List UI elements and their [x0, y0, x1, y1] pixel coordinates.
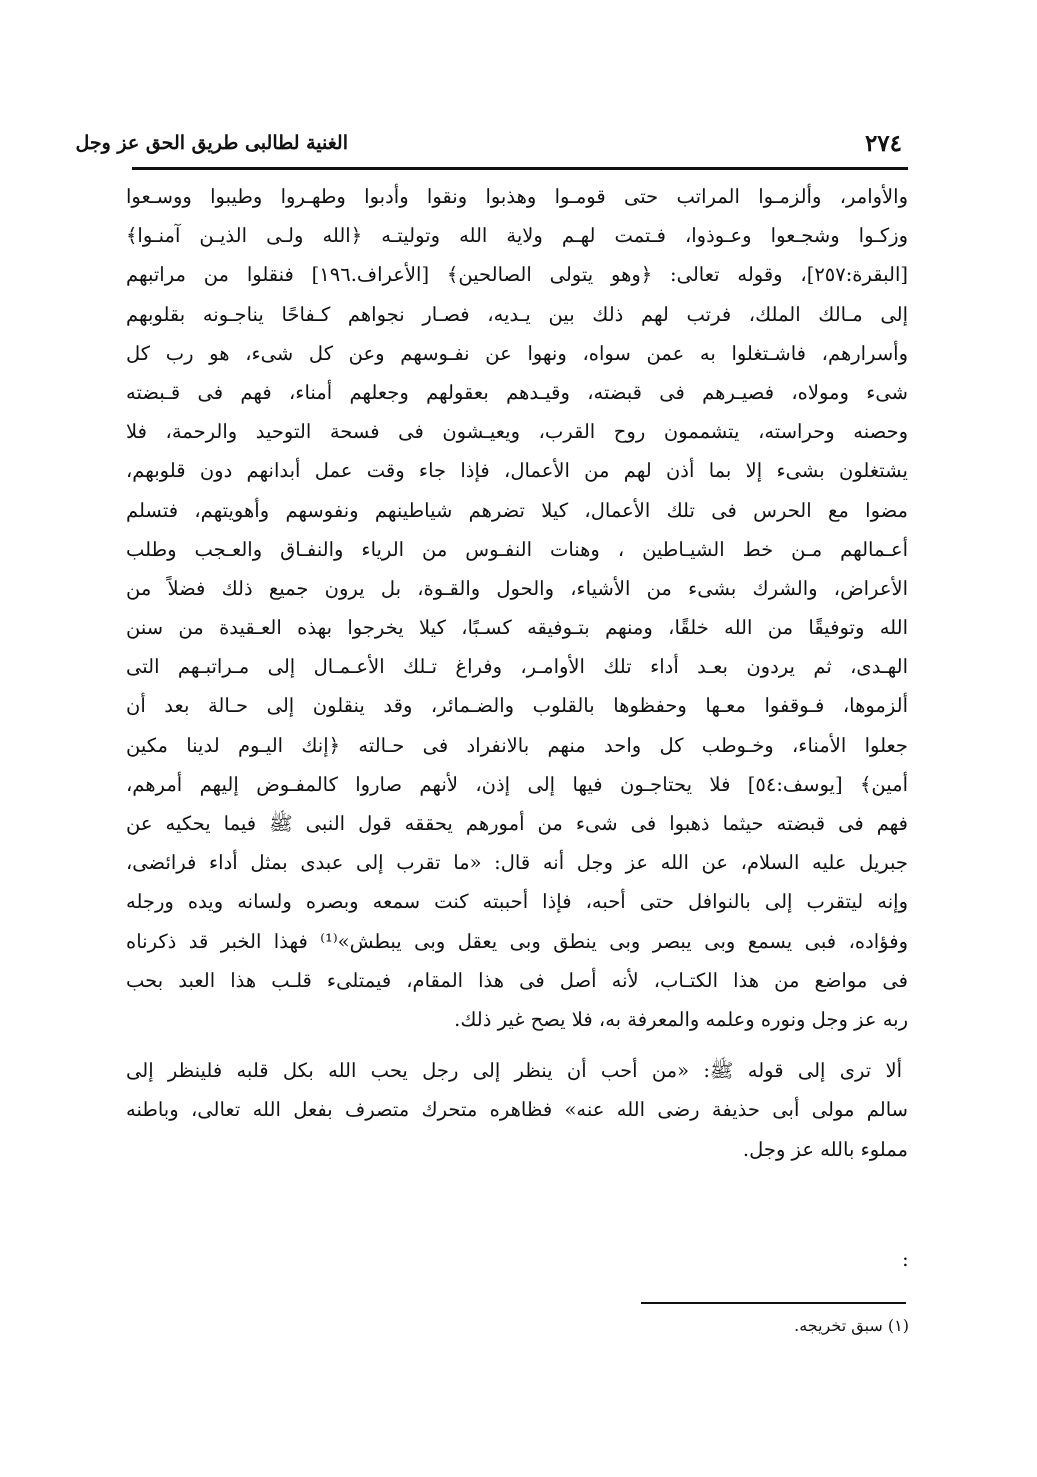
main-text [126, 177, 908, 1169]
paragraph-gap [126, 1039, 908, 1051]
text-line: [البقرة:٢٥٧]، وقوله تعالى: ﴿وهو يتولى الصالحين﴾ [الأعراف.١٩٦] فنقلوا من مراتبهم [126, 263, 908, 287]
text-line: سالم مولى أبى حذيفة رضى الله عنه» فظاهره متحرك متصرف بفعل الله تعالى، وباطنه [126, 1098, 908, 1122]
footnote: (١) سبق تخريجه. [794, 1316, 909, 1335]
text-line: الله وتوفيقًا من الله خلقًا، ومنهم بتـوفيقه كسـبًا، كيلا يخرجوا بهذه العـقيدة من سنن [126, 616, 908, 640]
text-line: إلى مـالك الملك، فرتب لهم ذلك بين يـديه، فصـار نجواهم كـفاحًا يناجـونه بقلوبهم [126, 302, 908, 326]
text-line: شىء ومولاه، فصيـرهم فى قبضته، وقيـدهم بعقولهم وجعلهم أمناء، فهم فى قـبضته [126, 380, 908, 404]
running-header [75, 128, 908, 168]
text-line: فهم فى قبضته حيثما ذهبوا فى شىء من أمورهم يحققه قول النبى ﷺ فيما يحكيه عن [126, 812, 908, 835]
book-title: الغنية لطالبى طريق الحق عز وجل [75, 132, 348, 154]
text-line: جبريل عليه السلام، عن الله عز وجل أنه قال: «ما تقرب إلى عبدى بمثل أداء فرائضى، [126, 851, 908, 875]
text-line: أعـمالهم مـن خط الشيـاطين ، وهنات النفـوس من الرياء والنفـاق والعـجب وطلب [126, 537, 908, 561]
text-line: والأوامر، وألزمـوا المراتب حتى قومـوا وهذبوا ونقوا وأدبوا وطهـروا وطيبوا ووسـعوا [126, 185, 908, 208]
text-line: وإنه ليتقرب إلى بالنوافل حتى أحبه، فإذا أحببته كنت سمعه وبصره ولسانه ويده ورجله [126, 890, 908, 914]
text-line: وحصنه وحراسته، يتشممون روح القرب، ويعيـشون فى فسحة التوحيد والرحمة، فلا [126, 420, 908, 444]
text-line: يشتغلون بشىء إلا بما أذن لهم من الأعمال، فإذا جاء وقت عمل أبدانهم دون قلوبهم، [126, 459, 908, 483]
text-line: ألزموها، فـوقفوا معـها وحفظوها بالقلوب والضـمائر، وقد ينقلون إلى حـالة بعد أن [126, 694, 908, 718]
text-line: ألا ترى إلى قوله ﷺ: «من أحب أن ينظر إلى رجل يحب الله بكل قلبه فلينظر إلى [126, 1059, 902, 1083]
text-line: أمين﴾ [يوسف:٥٤] فلا يحتاجـون فيها إلى إذن، لأنهم صاروا كالمفـوض إليهم أمرهم، [126, 772, 908, 796]
margin-mark: : [902, 1247, 909, 1271]
text-line: وزكـوا وشجـعوا وعـوذوا، فـتمت لهـم ولاية الله وتوليتـه ﴿الله ولـى الذيـن آمنـوا﴾ [126, 224, 908, 248]
text-line: الأعراض، والشرك بشىء من الأشياء، والحول والقـوة، بل يرون جميع ذلك فضلاً من [126, 576, 908, 600]
text-line: وأسرارهم، فاشـتغلوا به عمن سواه، ونهوا عن نفـوسهم وعن كل شىء، هو رب كل [126, 341, 908, 365]
page-number: ٢٧٤ [864, 130, 902, 157]
paragraph-2 [126, 1051, 908, 1169]
text-line: جعلوا الأمناء، وخـوطب كل واحد منهم بالانفراد فى حـالته ﴿إنك اليـوم لدينا مكين [126, 733, 908, 757]
text-line: وفؤاده، فبى يسمع وبى يبصر وبى ينطق وبى يعقل وبى يبطش»⁽¹⁾ فهذا الخبر قد ذكرناه [126, 929, 908, 953]
footnote-divider [641, 1302, 906, 1304]
paragraph-1 [126, 177, 908, 1039]
text-line: مضوا مع الحرس فى تلك الأعمال، كيلا تضرهم شياطينهم ونفوسهم وأهويتهم، فتسلم [126, 498, 908, 522]
text-line: الهـدى، ثم يردون بعـد أداء تلك الأوامـر، وفراغ تـلك الأعـمـال إلى مـراتبـهم التى [126, 655, 908, 679]
text-line: فى مواضع من هذا الكتـاب، لأنه أصل فى هذا المقام، فيمتلىء قلـب هذا العبد بحب [126, 968, 908, 992]
text-line: مملوء بالله عز وجل. [742, 1137, 908, 1161]
header-divider [132, 167, 908, 170]
text-line: ربه عز وجل ونوره وعلمه والمعرفة به، فلا يصح غير ذلك. [454, 1007, 908, 1031]
